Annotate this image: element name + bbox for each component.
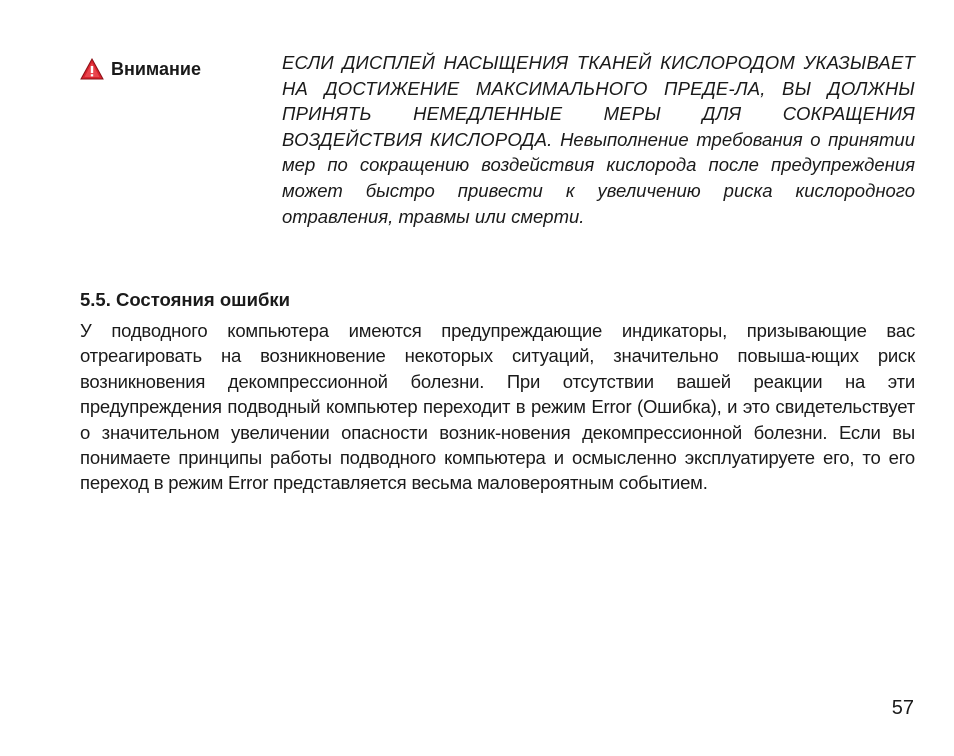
section-heading: 5.5. Состояния ошибки — [80, 289, 291, 310]
warning-caps-text: ЕСЛИ ДИСПЛЕЙ НАСЫЩЕНИЯ ТКАНЕЙ КИСЛОРОДОМ УКАЗЫВАЕТ НА ДОСТИЖЕНИЕ МАКСИМАЛЬНОГО ПРЕДЕ-ЛА, ВЫ ДОЛЖНЫ ПРИНЯТЬ НЕМЕДЛЕННЫЕ МЕРЫ ДЛЯ СОКРАЩЕНИЯ ВОЗДЕЙСТВИЯ КИСЛОРОДА. — [282, 52, 915, 150]
warning-block — [80, 50, 915, 229]
warning-body-text: Невыполнение требования о принятии мер по сокращению воздействия кислорода после предупреждения может быстро привести к увеличению риска кислородного отравления, травмы или смерти. — [282, 128, 915, 227]
warning-text — [282, 50, 915, 229]
warning-label — [80, 50, 282, 229]
page-number: 57 — [891, 697, 914, 719]
warning-title: Внимание — [111, 59, 201, 79]
warning-triangle-icon — [80, 58, 104, 80]
section-paragraph: У подводного компьютера имеются предупреждающие индикаторы, призывающие вас отреагировать на возникновение некоторых ситуаций, значительно повыша-ющих риск возникновения декомпрессионной болезни. При отсутствии вашей реакции на эти предупреждения подводный компьютер переходит в режим Error (Ошибка), и это свидетельствует о значительном увеличении опасности возник-новения декомпрессионной болезни. Если вы понимаете принципы работы подводного компьютера и осмысленно эксплуатируете его, то его переход в режим Error представляется весьма маловероятным событием. — [80, 320, 915, 494]
